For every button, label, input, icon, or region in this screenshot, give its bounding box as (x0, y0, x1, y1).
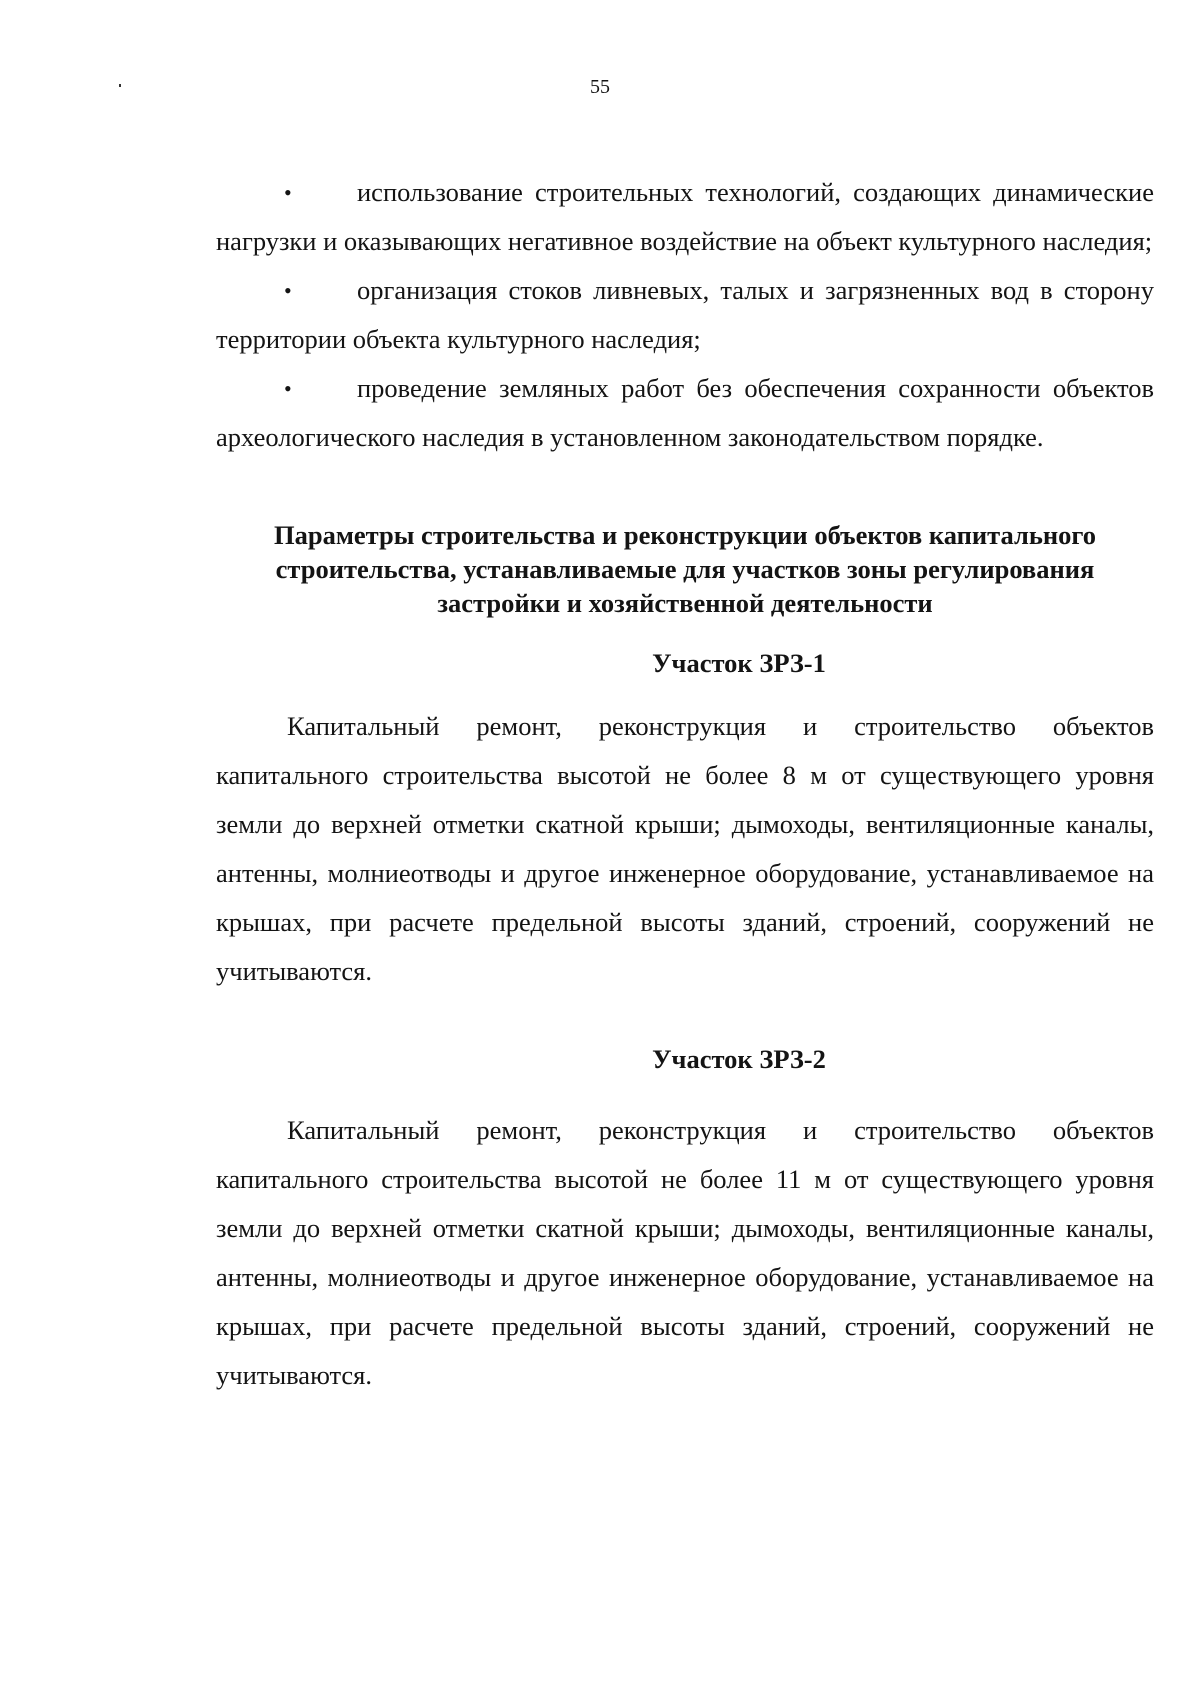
list-item-text: проведение земляных работ без обеспечения сохранности объектов археологического наследия в установленном законодательством порядке. (216, 373, 1154, 452)
list-item (216, 364, 1154, 462)
subsection-text-zrz-1: Капитальный ремонт, реконструкция и строительство объектов капитального строительства высотой не более 8 м от существующего уровня земли до верхней отметки скатной крыши; дымоходы, вентиляционные каналы, антенны, молниеотводы и другое инженерное оборудование, устанавливаемое на крышах, при расчете предельной высоты зданий, строений, сооружений не учитываются. (216, 711, 1154, 986)
list-item-text: организация стоков ливневых, талых и загрязненных вод в сторону территории объекта культурного наследия; (216, 275, 1154, 354)
page-content (216, 168, 1154, 1400)
list-item-text: использование строительных технологий, создающих динамические нагрузки и оказывающих негативное воздействие на объект культурного наследия; (216, 177, 1154, 256)
subsection-text-zrz-2: Капитальный ремонт, реконструкция и строительство объектов капитального строительства высотой не более 11 м от существующего уровня земли до верхней отметки скатной крыши; дымоходы, вентиляционные каналы, антенны, молниеотводы и другое инженерное оборудование, устанавливаемое на крышах, при расчете предельной высоты зданий, строений, сооружений не учитываются. (216, 1115, 1154, 1390)
section-title: Параметры строительства и реконструкции объектов капитального строительства, устанавливаемые для участков зоны регулирования застройки и хозяйственной деятельности (274, 520, 1096, 618)
subsection-title-zrz-1: Участок ЗРЗ-1 (652, 648, 826, 678)
list-item (216, 168, 1154, 266)
bullet-icon: • (284, 376, 292, 401)
list-item (216, 266, 1154, 364)
bullet-icon: • (284, 278, 292, 303)
subsection-title-zrz-2: Участок ЗРЗ-2 (652, 1044, 826, 1074)
bullet-icon: • (284, 180, 292, 205)
page-number: 55 (590, 76, 610, 98)
